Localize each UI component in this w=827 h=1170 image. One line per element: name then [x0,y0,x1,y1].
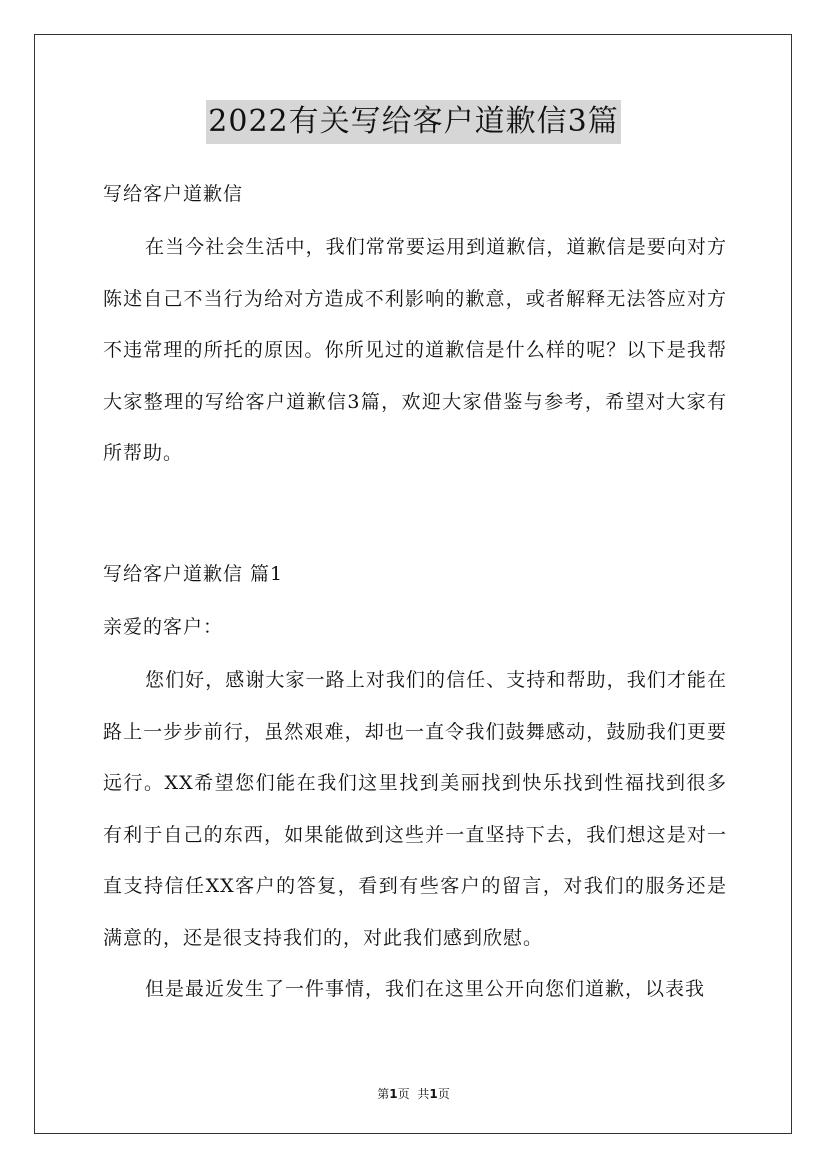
body-paragraph-1: 您们好，感谢大家一路上对我们的信任、支持和帮助，我们才能在路上一步步前行，虽然艰难，却也一直令我们鼓舞感动，鼓励我们更要远行。XX希望您们能在我们这里找到美丽找到快乐找到性福找到很多有利于自己的东西，如果能做到这些并一直坚持下去，我们想这是对一直支持信任XX客户的答复，看到有些客户的留言，对我们的服务还是满意的，还是很支持我们的，对此我们感到欣慰。 [103,669,727,949]
footer-page-num: 1 [389,1087,398,1101]
title-container [0,100,827,144]
footer-page-prefix: 第 [377,1087,390,1101]
page-footer [0,1085,827,1102]
section1-heading: 写给客户道歉信 篇1 [103,563,284,585]
salutation: 亲爱的客户： [103,616,224,638]
intro-paragraph: 在当今社会生活中，我们常常要运用到道歉信，道歉信是要向对方陈述自己不当行为给对方造成不利影响的歉意，或者解释无法答应对方不违常理的所托的原因。你所见过的道歉信是什么样的呢？以下是我帮大家整理的写给客户道歉信3篇，欢迎大家借鉴与参考，希望对大家有所帮助。 [103,236,727,464]
document-title: 2022有关写给客户道歉信3篇 [206,100,620,144]
body-paragraph-2: 但是最近发生了一件事情，我们在这里公开向您们道歉，以表我 [145,978,706,1000]
footer-total-suffix: 页 [437,1087,450,1101]
footer-total-prefix: 共 [417,1087,430,1101]
footer-total-num: 1 [429,1087,438,1101]
intro-heading: 写给客户道歉信 [103,183,244,205]
footer-page-suffix: 页 [397,1087,410,1101]
